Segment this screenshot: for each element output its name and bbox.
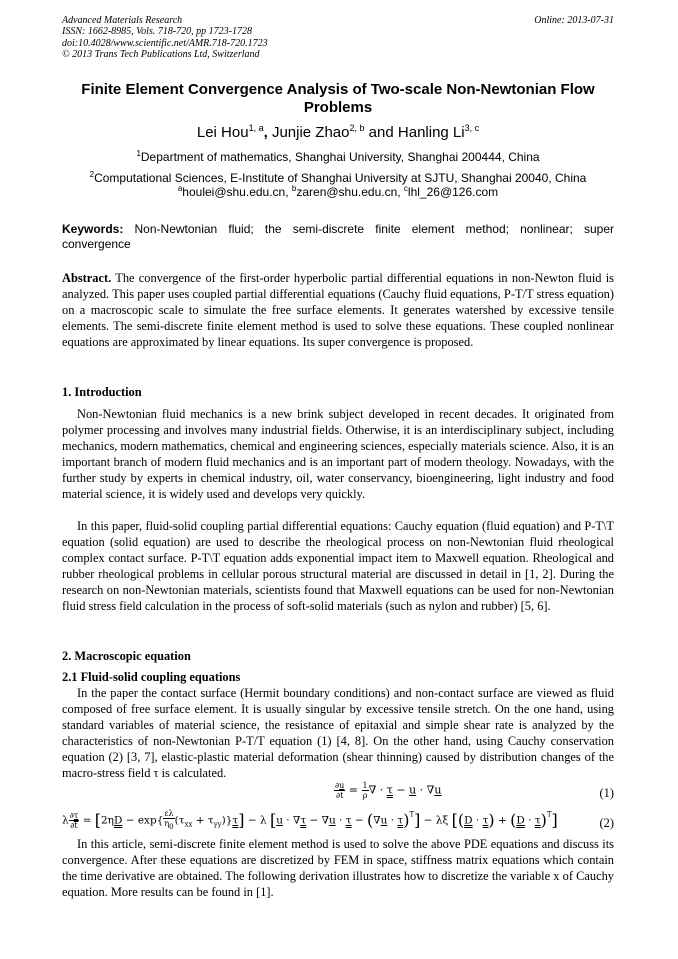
copyright-line: © 2013 Trans Tech Publications Ltd, Switzerland	[62, 49, 260, 61]
keywords	[62, 222, 614, 251]
equation-2	[62, 807, 614, 835]
aff-sup: 1	[136, 149, 141, 158]
journal-header	[62, 15, 614, 61]
section-2-title: 2. Macroscopic equation	[62, 649, 191, 663]
equation-1-number: (1)	[599, 786, 614, 800]
aff-sup: 2	[89, 170, 95, 179]
author-sup: 3, c	[464, 123, 480, 133]
author-name: Hanling Li	[397, 124, 465, 141]
section-1-paragraph-1: Non-Newtonian fluid mechanics is a new brink subject developed in recent decades. It originated from polymer processing and involves many industrial fields. Otherwise, it is an interdisciplinary subject, including mechanics, modern mathematics, chemical and engineering sciences, especially materials science. Also, it is an important branch of modern fluid mechanics and is an important part of modern theology. Nowadays, with the further study by experts in chemical industry, oil, water conservancy, bioengineering, light industry and food material science, it is widely used and develops very quickly.	[62, 407, 614, 501]
section-1-title: 1. Introduction	[62, 385, 142, 399]
email-link[interactable]: lhl_26@126.com	[407, 185, 499, 199]
abstract-text: The convergence of the first-order hyperbolic partial differential equations in non-Newton fluid is analyzed. This paper uses coupled partial differential equations (Cauchy fluid equations, P-T/T stress equation) on a macroscopic scale to simulate the free surface elements. It generates watershed by excessive tensile elements. The semi-discrete finite element method is used to solve these equations. These coupled nonlinear equations are approximated by linear equations. Its super convergence is proposed.	[62, 271, 614, 349]
paper-title: Finite Element Convergence Analysis of Two-scale Non-Newtonian Flow Problems	[81, 81, 595, 116]
doi-line: doi:10.4028/www.scientific.net/AMR.718-720.1723	[62, 37, 268, 49]
equation-2-formula: λ $\frac{\partial\tau}{\partial t}$ = [2ηD − exp{ $\frac{\varepsilon\lambda}{\eta 0}$ $(\tau_{xx} + \tau_{yy})\}\tau] - \lambda$ $[u \cdot \nabla\tau - \nabla u \cdot \tau - (\nabla u \cdot \tau)^T] - \lambda\xi$ $[(D \cdot \tau) + (D \cdot \tau)^T]$	[62, 809, 558, 831]
section-2-1-title: 2.1 Fluid-solid coupling equations	[62, 670, 241, 684]
email-sup: a	[177, 184, 183, 193]
author-name: Junjie Zhao	[271, 124, 350, 141]
section-2-1-paragraph-2: In this article, semi-discrete finite element method is used to solve the above PDE equations and discuss its convergence. After these equations are discretized by FEM in space, stiffness matrix equations which contain the time derivative are obtained. The following derivation illustrates how to discretize the variable x of Cauchy equation. More results can be found in [1].	[62, 837, 614, 899]
author-name: Lei Hou	[196, 124, 249, 141]
email-sup: c	[403, 184, 408, 193]
abstract-label: Abstract.	[62, 271, 112, 285]
email-sup: b	[291, 184, 297, 193]
affiliation-2	[62, 171, 614, 185]
author-separator: ,	[263, 124, 272, 141]
email-line	[62, 185, 614, 199]
section-1-paragraph-2: In this paper, fluid-solid coupling partial differential equations: Cauchy equation (fluid equation) and P-T\T equation (solid equation) are used to describe the rheological process on non-Newtonian fluid rheological complex contact surface. P-T\T equation adds exponential impact item to Maxwell equation. Rheological and rubber rheological problems in cellular porous structural material are discussed in detail in [1, 2]. During the research on non-Newtonian materials, scientists found that Maxwell equations can be used for non-Newtonian fluid stress field calculation in the process of soft-solid materials (such as nylon and rubber) [5, 6].	[62, 519, 614, 613]
author-sup: 2, b	[349, 123, 365, 133]
abstract	[62, 270, 614, 350]
keywords-text: Non-Newtonian fluid; the semi-discrete finite element method; nonlinear; super convergence	[62, 222, 614, 251]
author-list	[62, 124, 614, 142]
section-2-1-paragraph-1: In the paper the contact surface (Hermit boundary conditions) and non-contact surface are viewed as fluid composed of free surface element. It is usually singular by excessive tensile stretch. On the one hand, using standard variables of material science, the resistance of epitaxial and simple shear rate is analyzed by the characteristics of non-Newtonian P-T/T equation (1) [4, 8]. On the other hand, using Cauchy conservation equation (2) [3, 7], elastic-plastic material deformation (shear thinning) caused by distribution changes of the macro-stress field τ is calculated.	[62, 686, 614, 780]
email-link[interactable]: zaren@shu.edu.cn,	[296, 185, 404, 199]
email-link[interactable]: houlei@shu.edu.cn,	[182, 185, 292, 199]
equation-2-number: (2)	[599, 816, 614, 830]
aff-text: Computational Sciences, E-Institute of Shanghai University at SJTU, Shanghai 20040, China	[94, 171, 587, 185]
author-sup: 1, a	[248, 123, 264, 133]
aff-text: Department of mathematics, Shanghai University, Shanghai 200444, China	[140, 150, 540, 164]
issn-line: ISSN: 1662-8985, Vols. 718-720, pp 1723-1728	[62, 26, 252, 38]
journal-name: Advanced Materials Research	[62, 15, 183, 26]
keywords-label: Keywords:	[62, 222, 124, 236]
author-separator: and	[364, 124, 398, 141]
online-date: Online: 2013-07-31	[534, 15, 614, 26]
equation-1	[62, 781, 614, 807]
equation-1-formula: $\frac{\partial u}{\partial t}$ = $\frac{1}{\rho}$ ∇ · τ − u · ∇u	[335, 781, 442, 800]
affiliation-1	[62, 150, 614, 164]
